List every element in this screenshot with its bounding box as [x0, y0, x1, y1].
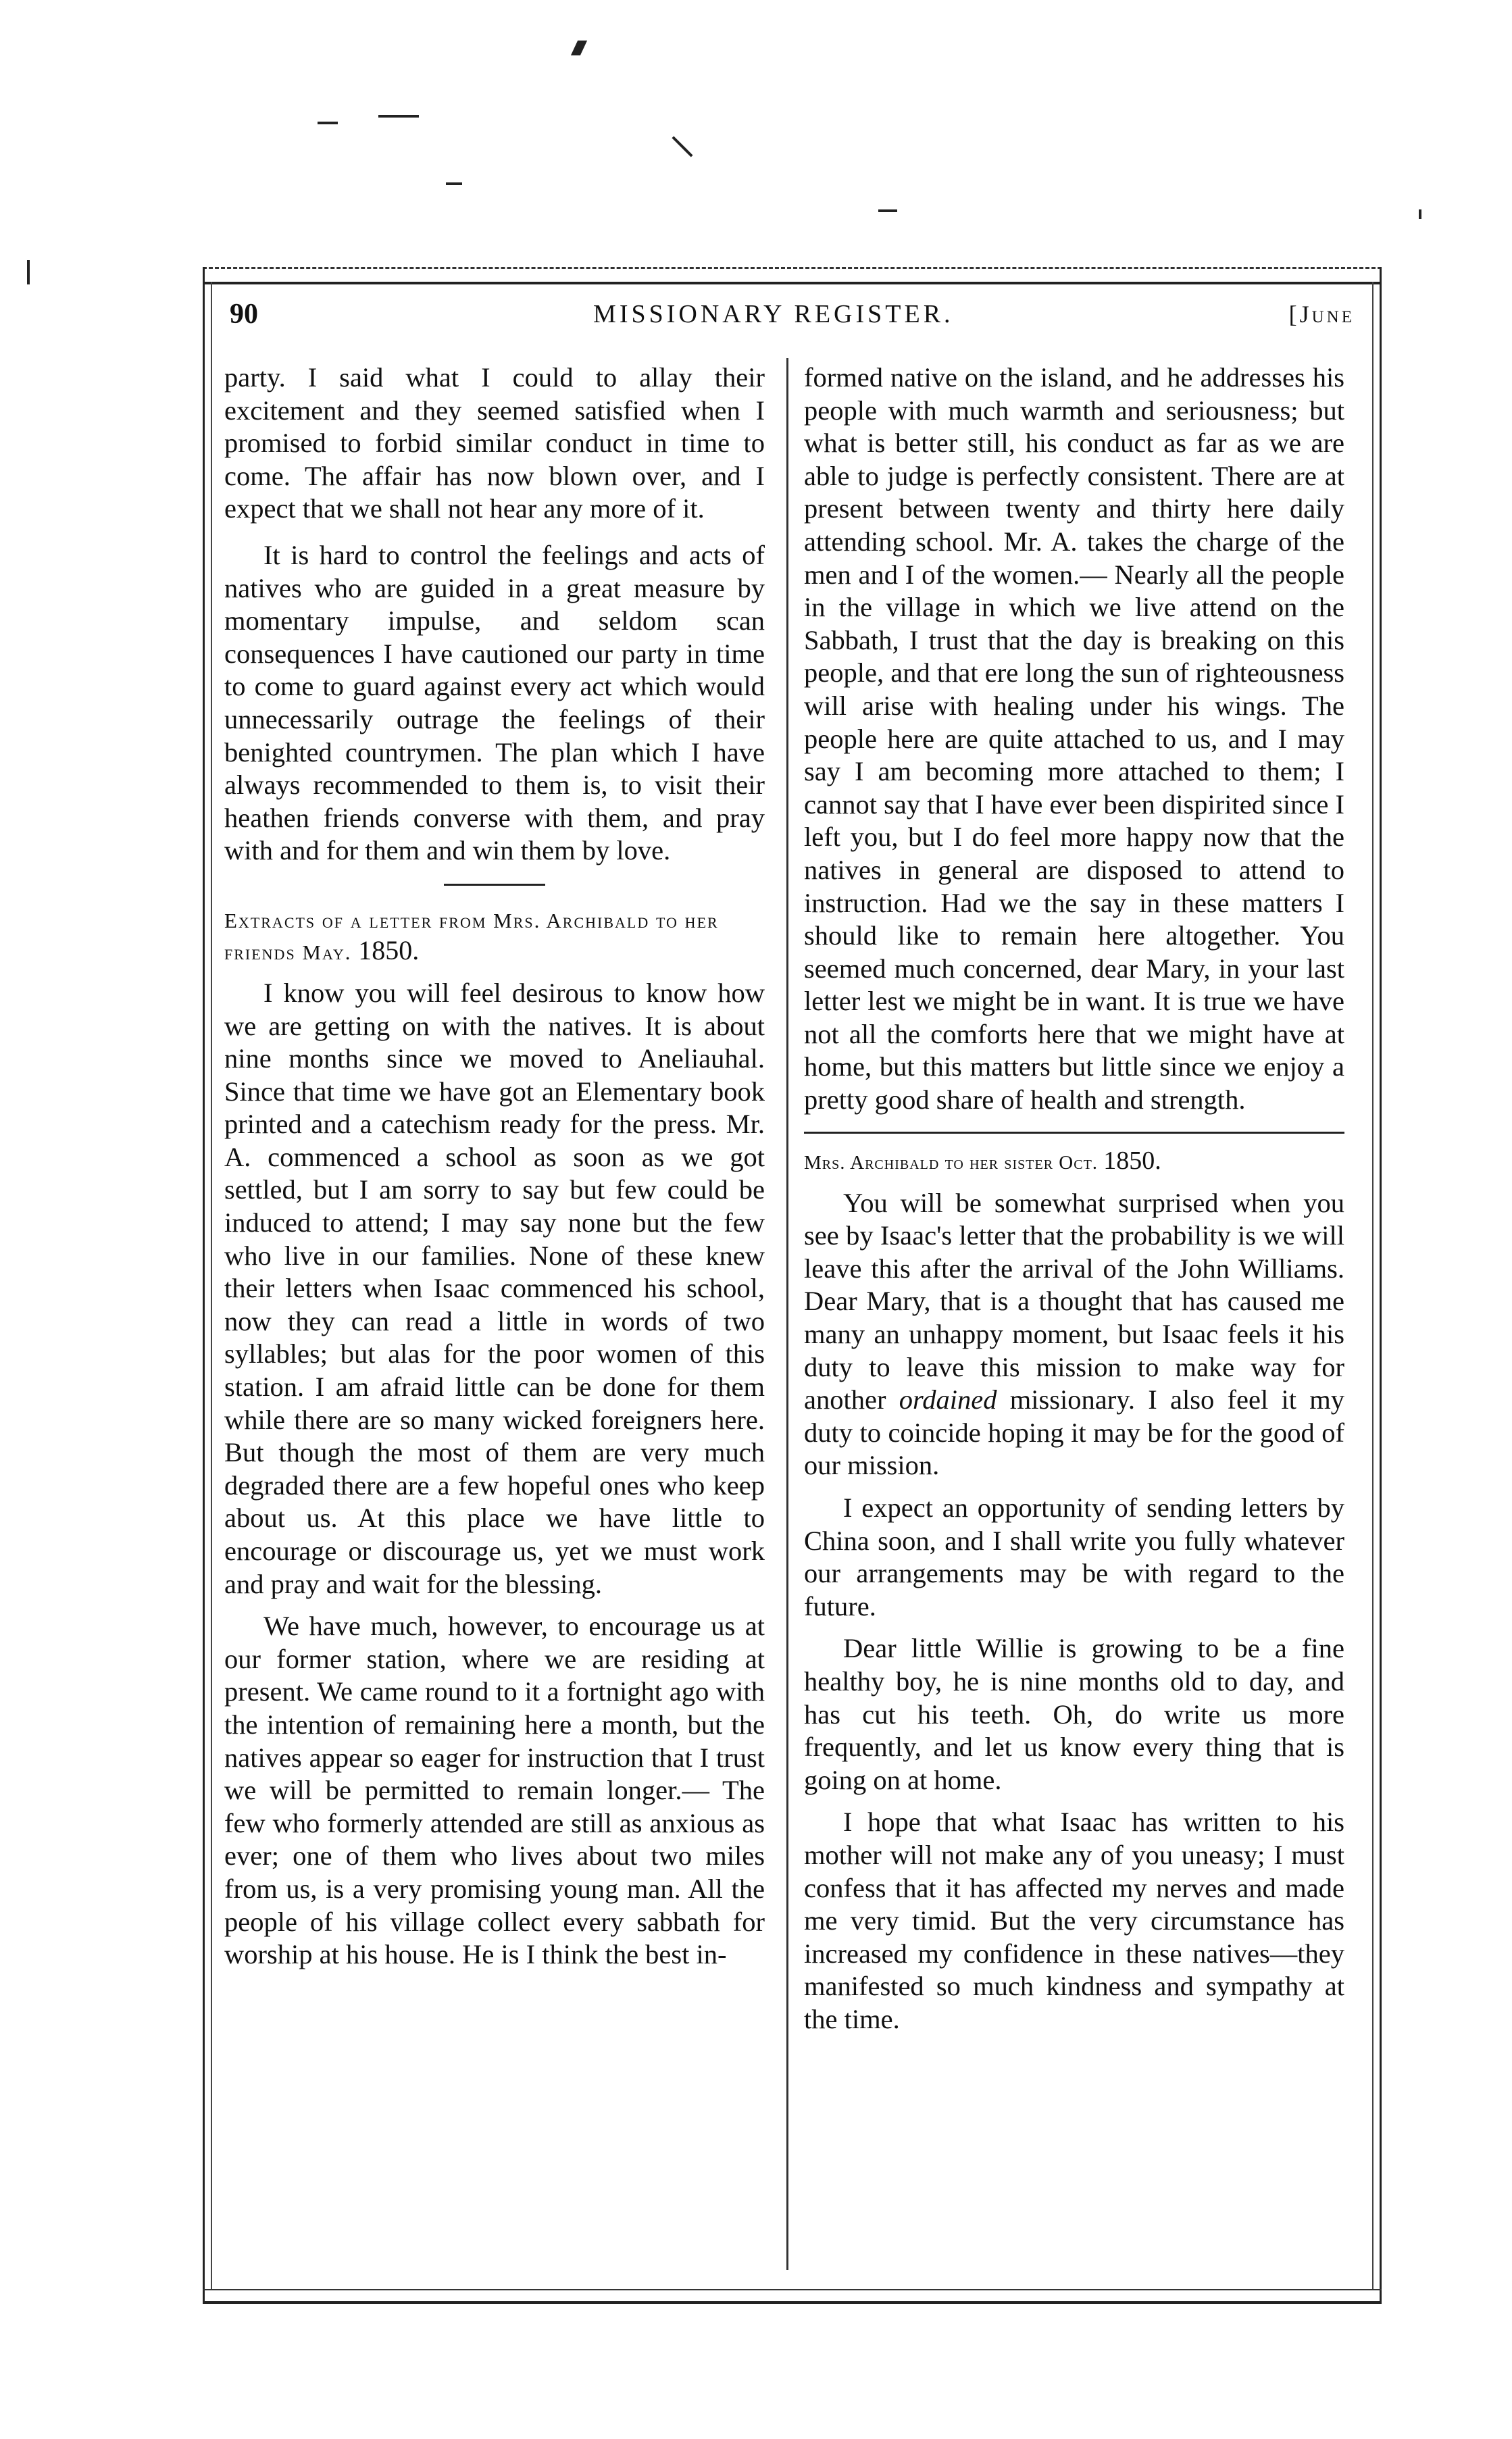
left-column: [224, 361, 765, 1971]
paragraph: [804, 1187, 1344, 1482]
paragraph: It is hard to control the feelings and acts of natives who are guided in a great measure by momentary impulse, and seldom scan consequences I have cautioned our party in time to come to guard against every act which would unnecessarily outrage the feelings of their benighted countrymen. The plan which I have always recommended to them is, to visit their heathen friends converse with them, and pray with and for them and win them by love.: [224, 539, 765, 866]
paragraph: I hope that what Isaac has written to his mother will not make any of you uneasy; I must confess that it has affected my nerves and made me very timid. But the very circumstance has increased my confidence in these natives—they manifested so much kindness and sympathy at the time.: [804, 1807, 1344, 2034]
paragraph: formed native on the island, and he addresses his people with much warmth and seriousness; but what is better still, his conduct as far as we are able to judge is perfectly consistent. There are at present between twenty and thirty here daily attending school. Mr. A. takes the charge of the men and I of the women.— Nearly all the people in the village in which we live attend on the Sabbath, I trust that the day is breaking on this people, and that ere long the sun of righteousness will arise with healing under his wings. The people here are quite attached to us, and I may say I am becoming more attached to them; I cannot say that I have ever been dispirited since I left you, but I do feel more happy now that the natives in general are disposed to attend to instruction. Had we the say in these matters I should like to remain here altogether. You seemed much concerned, dear Mary, in your last letter lest we might be in want. It is true we have not all the comforts here that we might have at home, but this matters but little since we enjoy a pretty good share of health and strength.: [804, 362, 1344, 1115]
right-border-inner: [1372, 282, 1374, 2290]
emphasis-text: ordained: [899, 1384, 997, 1415]
top-rule: [203, 267, 1382, 269]
right-column: [804, 361, 1344, 2036]
section-heading: [804, 1146, 1344, 1178]
paragraph-text: You will be somewhat surprised when you see by Isaac's letter that the probability is we will leave this after the arrival of the John Williams. Dear Mary, that is a thought that has caused me many an unhappy moment, but Isaac feels it his duty to leave this mission to make way for another: [804, 1187, 1344, 1415]
paragraph: We have much, however, to encourage us at our former station, where we are residing at present. We came round to it a fortnight ago with the intention of remaining here a month, but the natives appear so eager for instruction that I trust we will be permitted to remain longer.— The few who formerly attended are still as anxious as ever; one of them who lives about two miles from us, is a very promising young man. All the people of his village collect every sabbath for worship at his house. He is I think the best in-: [224, 1611, 765, 1970]
bottom-rule-inner: [203, 2289, 1382, 2290]
issue-month: [June: [1288, 301, 1355, 328]
running-title: MISSIONARY REGISTER.: [593, 300, 954, 328]
right-border: [1380, 267, 1382, 2304]
section-heading-year: 1850.: [358, 934, 420, 965]
paragraph: Dear little Willie is growing to be a fine healthy boy, he is nine months old to day, and has cut his teeth. Oh, do write us more frequently, and let us know every thing that is going on at home.: [804, 1633, 1344, 1795]
ink-speck: [571, 41, 587, 55]
section-heading-year: 1850.: [1103, 1146, 1161, 1175]
ink-speck: [672, 136, 692, 157]
column-divider: [786, 358, 788, 2270]
ink-speck: [878, 209, 897, 212]
ink-speck: [446, 182, 462, 185]
page-number: 90: [230, 299, 258, 330]
ink-speck: [318, 122, 338, 124]
left-border: [203, 267, 205, 2304]
running-header: [230, 294, 1355, 334]
top-rule-heavy: [203, 282, 1382, 284]
section-heading-text: Extracts of a letter from Mrs. Archibald to her friends May.: [224, 908, 719, 964]
paragraph-text: missionary. I also feel it my duty to coincide hoping it may be for the good of our mission.: [804, 1384, 1345, 1481]
page-frame: [203, 267, 1382, 2304]
ink-speck: [27, 260, 30, 284]
section-heading-text: Mrs. Archibald to her sister Oct.: [804, 1151, 1099, 1174]
bottom-rule: [203, 2301, 1382, 2304]
left-border-inner: [211, 282, 212, 2290]
section-divider: [804, 1132, 1344, 1134]
ink-speck: [378, 115, 419, 118]
paragraph: I know you will feel desirous to know how we are getting on with the natives. It is about nine months since we moved to Aneliauhal. Since that time we have got an Elementary book printed and a catechism ready for the press. Mr. A. commenced a school as soon as we got settled, but I am sorry to say but few could be induced to attend; I may say none but the few who live in our families. None of these knew their letters when Isaac commenced his school, now they can read a little in words of two syllables; but alas for the poor women of this station. I am afraid little can be done for them while there are so many wicked foreigners here. But though the most of them are very much degraded there are a few hopeful ones who keep about us. At this place we have little to encourage or discourage us, yet we must work and pray and wait for the blessing.: [224, 977, 765, 1599]
paragraph: I expect an opportunity of sending letters by China soon, and I shall write you fully whatever our arrangements may be with regard to the future.: [804, 1492, 1344, 1621]
section-divider: [444, 884, 545, 886]
section-heading: [224, 906, 765, 967]
ink-speck: [1419, 209, 1421, 219]
paragraph: party. I said what I could to allay their excitement and they seemed satisfied when I promised to forbid similar conduct in time to come. The affair has now blown over, and I expect that we shall not hear any more of it.: [224, 362, 765, 524]
